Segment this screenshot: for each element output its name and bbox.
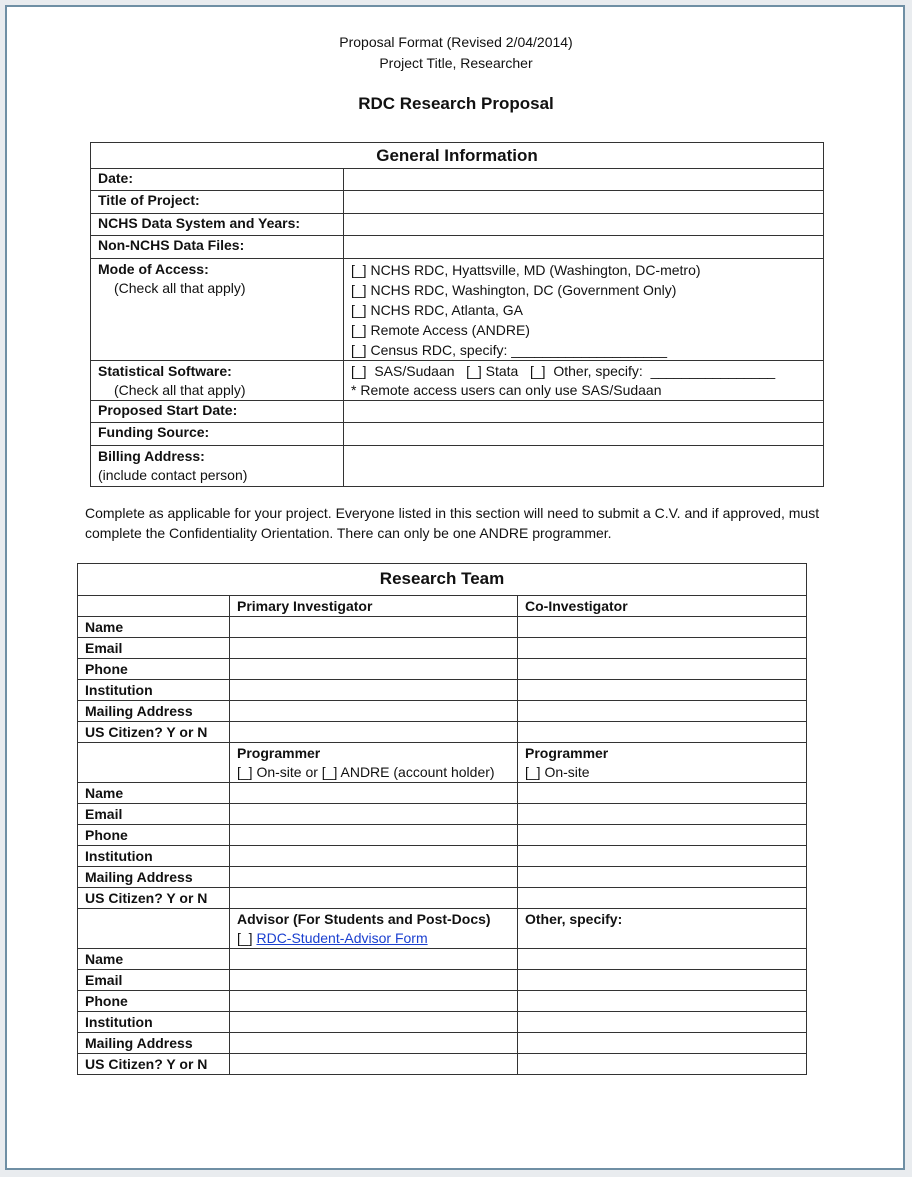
non-nchs-field[interactable] xyxy=(344,236,824,259)
software-options[interactable]: [_] SAS/Sudaan [_] Stata [_] Other, specify: ________________ xyxy=(351,363,776,379)
pi-email-field[interactable] xyxy=(230,638,518,659)
other-email-field[interactable] xyxy=(518,970,807,991)
pi-mailing-field[interactable] xyxy=(230,701,518,722)
document-title: RDC Research Proposal xyxy=(358,94,554,113)
g3-institution-label: Institution xyxy=(78,1012,230,1033)
prog2-citizen-field[interactable] xyxy=(518,888,807,909)
research-team-table xyxy=(77,563,807,1075)
advisor-citizen-field[interactable] xyxy=(230,1054,518,1075)
prog2-phone-field[interactable] xyxy=(518,825,807,846)
g2-name-label: Name xyxy=(78,783,230,804)
general-information-table xyxy=(90,142,824,487)
pi-citizen-field[interactable] xyxy=(230,722,518,743)
start-date-field[interactable] xyxy=(344,401,824,423)
mode-option-census[interactable]: [_] Census RDC, specify: ____________________ xyxy=(351,342,667,358)
pi-institution-field[interactable] xyxy=(230,680,518,701)
general-information-heading: General Information xyxy=(91,143,824,169)
software-note: * Remote access users can only use SAS/Sudaan xyxy=(351,382,662,398)
pi-name-field[interactable] xyxy=(230,617,518,638)
group3-blank xyxy=(78,909,230,949)
coi-phone-field[interactable] xyxy=(518,659,807,680)
other-phone-field[interactable] xyxy=(518,991,807,1012)
advisor-institution-field[interactable] xyxy=(230,1012,518,1033)
coi-name-field[interactable] xyxy=(518,617,807,638)
mode-option-hyattsville[interactable]: [_] NCHS RDC, Hyattsville, MD (Washington, DC-metro) xyxy=(351,262,701,278)
advisor-phone-field[interactable] xyxy=(230,991,518,1012)
g1-phone-label: Phone xyxy=(78,659,230,680)
mode-option-washington[interactable]: [_] NCHS RDC, Washington, DC (Government Only) xyxy=(351,282,677,298)
mode-option-remote[interactable]: [_] Remote Access (ANDRE) xyxy=(351,322,530,338)
group1-blank xyxy=(78,596,230,617)
co-investigator-header: Co-Investigator xyxy=(518,596,807,617)
prog2-institution-field[interactable] xyxy=(518,846,807,867)
prog1-citizen-field[interactable] xyxy=(230,888,518,909)
group2-blank xyxy=(78,743,230,783)
date-label: Date: xyxy=(91,169,344,191)
prog1-email-field[interactable] xyxy=(230,804,518,825)
g3-citizen-label: US Citizen? Y or N xyxy=(78,1054,230,1075)
other-mailing-field[interactable] xyxy=(518,1033,807,1054)
other-citizen-field[interactable] xyxy=(518,1054,807,1075)
g2-citizen-label: US Citizen? Y or N xyxy=(78,888,230,909)
prog1-institution-field[interactable] xyxy=(230,846,518,867)
g3-email-label: Email xyxy=(78,970,230,991)
research-team-heading: Research Team xyxy=(78,564,807,596)
mode-of-access-hint: (Check all that apply) xyxy=(114,280,246,296)
prog2-mailing-field[interactable] xyxy=(518,867,807,888)
advisor-checkbox[interactable]: [_] xyxy=(237,930,257,946)
mode-of-access-options xyxy=(344,259,824,361)
advisor-email-field[interactable] xyxy=(230,970,518,991)
funding-source-field[interactable] xyxy=(344,423,824,446)
billing-address-label: Billing Address: xyxy=(98,448,205,464)
g2-mailing-label: Mailing Address xyxy=(78,867,230,888)
g2-phone-label: Phone xyxy=(78,825,230,846)
g2-email-label: Email xyxy=(78,804,230,825)
advisor-name-field[interactable] xyxy=(230,949,518,970)
g1-mailing-label: Mailing Address xyxy=(78,701,230,722)
g3-mailing-label: Mailing Address xyxy=(78,1033,230,1054)
primary-investigator-header: Primary Investigator xyxy=(230,596,518,617)
g1-email-label: Email xyxy=(78,638,230,659)
project-title-field[interactable] xyxy=(344,191,824,214)
nchs-data-field[interactable] xyxy=(344,214,824,236)
format-line: Proposal Format (Revised 2/04/2014) xyxy=(339,34,573,50)
prog2-email-field[interactable] xyxy=(518,804,807,825)
coi-email-field[interactable] xyxy=(518,638,807,659)
date-field[interactable] xyxy=(344,169,824,191)
other-name-field[interactable] xyxy=(518,949,807,970)
g2-institution-label: Institution xyxy=(78,846,230,867)
advisor-form-link[interactable]: RDC-Student-Advisor Form xyxy=(256,930,428,946)
g1-citizen-label: US Citizen? Y or N xyxy=(78,722,230,743)
nchs-data-label: NCHS Data System and Years: xyxy=(91,214,344,236)
advisor-mailing-field[interactable] xyxy=(230,1033,518,1054)
coi-mailing-field[interactable] xyxy=(518,701,807,722)
billing-address-field[interactable] xyxy=(344,446,824,487)
funding-source-label: Funding Source: xyxy=(91,423,344,446)
prog1-phone-field[interactable] xyxy=(230,825,518,846)
programmer-header-2: Programmer xyxy=(525,745,609,761)
coi-institution-field[interactable] xyxy=(518,680,807,701)
start-date-label: Proposed Start Date: xyxy=(91,401,344,423)
mode-option-atlanta[interactable]: [_] NCHS RDC, Atlanta, GA xyxy=(351,302,523,318)
non-nchs-label: Non-NCHS Data Files: xyxy=(91,236,344,259)
programmer-header-1: Programmer xyxy=(237,745,321,761)
other-specify-header: Other, specify: xyxy=(525,911,623,927)
pi-phone-field[interactable] xyxy=(230,659,518,680)
programmer-options-1[interactable]: [_] On-site or [_] ANDRE (account holder) xyxy=(237,764,495,780)
coi-citizen-field[interactable] xyxy=(518,722,807,743)
billing-address-hint: (include contact person) xyxy=(98,467,248,483)
mode-of-access-label: Mode of Access: xyxy=(98,261,209,277)
g1-name-label: Name xyxy=(78,617,230,638)
project-title-line: Project Title, Researcher xyxy=(379,55,533,71)
g1-institution-label: Institution xyxy=(78,680,230,701)
instructions-paragraph: Complete as applicable for your project. Everyone listed in this section will need to submit a C.V. and if approved, must complete the Confidentiality Orientation. There can only be one ANDRE programmer. xyxy=(85,505,820,541)
prog2-name-field[interactable] xyxy=(518,783,807,804)
g3-phone-label: Phone xyxy=(78,991,230,1012)
prog1-mailing-field[interactable] xyxy=(230,867,518,888)
prog1-name-field[interactable] xyxy=(230,783,518,804)
other-institution-field[interactable] xyxy=(518,1012,807,1033)
programmer-options-2[interactable]: [_] On-site xyxy=(525,764,590,780)
statistical-software-label: Statistical Software: xyxy=(98,363,232,379)
advisor-header: Advisor (For Students and Post-Docs) xyxy=(237,911,491,927)
g3-name-label: Name xyxy=(78,949,230,970)
project-title-label: Title of Project: xyxy=(91,191,344,214)
statistical-software-hint: (Check all that apply) xyxy=(114,382,246,398)
